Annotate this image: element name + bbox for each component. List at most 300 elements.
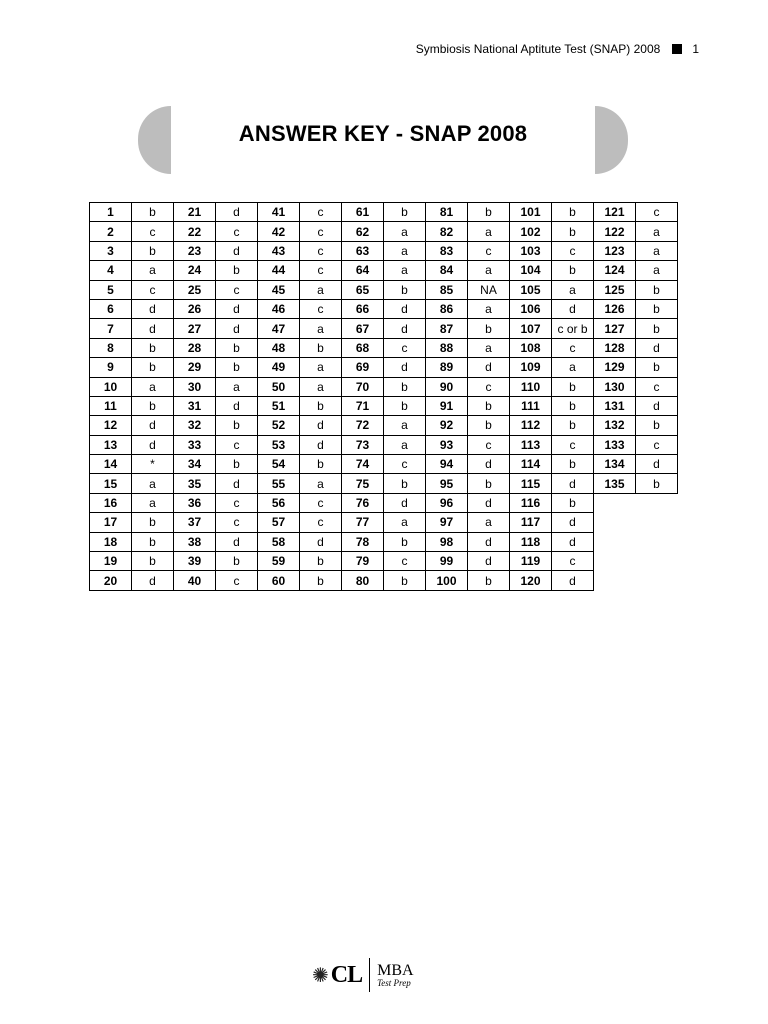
question-number: 4 [90, 261, 132, 280]
question-number: 32 [174, 416, 216, 435]
question-number: 102 [510, 222, 552, 241]
answer-value: a [636, 261, 678, 280]
answer-value: d [216, 299, 258, 318]
table-row [90, 299, 678, 318]
question-number: 71 [342, 396, 384, 415]
question-number: 66 [342, 299, 384, 318]
question-number: 55 [258, 474, 300, 493]
answer-value: b [552, 222, 594, 241]
answer-value: b [132, 552, 174, 571]
table-row [90, 493, 678, 512]
answer-value: b [384, 571, 426, 590]
question-number: 86 [426, 299, 468, 318]
answer-value: d [216, 203, 258, 222]
logo-sub-text: Test Prep [377, 977, 411, 988]
question-number: 59 [258, 552, 300, 571]
answer-value: c [300, 513, 342, 532]
table-row [90, 241, 678, 260]
question-number: 111 [510, 396, 552, 415]
question-number: 58 [258, 532, 300, 551]
question-number: 83 [426, 241, 468, 260]
answer-value: c [132, 222, 174, 241]
question-number: 78 [342, 532, 384, 551]
answer-value: c [552, 435, 594, 454]
answer-value: c [384, 455, 426, 474]
answer-value: c [384, 552, 426, 571]
question-number: 9 [90, 358, 132, 377]
question-number: 10 [90, 377, 132, 396]
answer-value: c [468, 435, 510, 454]
answer-value: d [468, 552, 510, 571]
logo-mba [377, 963, 413, 988]
answer-value: b [216, 261, 258, 280]
answer-value: a [384, 261, 426, 280]
empty-cell [594, 513, 636, 532]
question-number: 38 [174, 532, 216, 551]
answer-value: c [468, 241, 510, 260]
table-row [90, 280, 678, 299]
question-number: 15 [90, 474, 132, 493]
answer-value: d [132, 416, 174, 435]
answer-value: d [552, 571, 594, 590]
question-number: 35 [174, 474, 216, 493]
question-number: 28 [174, 338, 216, 357]
question-number: 5 [90, 280, 132, 299]
answer-value: b [468, 319, 510, 338]
question-number: 23 [174, 241, 216, 260]
question-number: 124 [594, 261, 636, 280]
answer-value: d [300, 435, 342, 454]
answer-value: c [552, 552, 594, 571]
question-number: 127 [594, 319, 636, 338]
answer-value: b [552, 203, 594, 222]
answer-value: b [300, 396, 342, 415]
question-number: 69 [342, 358, 384, 377]
answer-value: d [132, 319, 174, 338]
empty-cell [594, 571, 636, 590]
answer-value: b [132, 358, 174, 377]
question-number: 97 [426, 513, 468, 532]
logo-text: CL [330, 961, 363, 988]
answer-value: d [552, 299, 594, 318]
question-number: 67 [342, 319, 384, 338]
question-number: 34 [174, 455, 216, 474]
answer-value: b [552, 261, 594, 280]
answer-value: a [384, 435, 426, 454]
answer-value: d [132, 571, 174, 590]
question-number: 115 [510, 474, 552, 493]
answer-value: d [552, 532, 594, 551]
question-number: 73 [342, 435, 384, 454]
answer-value: c [300, 493, 342, 512]
question-number: 51 [258, 396, 300, 415]
question-number: 94 [426, 455, 468, 474]
question-number: 80 [342, 571, 384, 590]
question-number: 45 [258, 280, 300, 299]
question-number: 134 [594, 455, 636, 474]
question-number: 14 [90, 455, 132, 474]
answer-value: a [384, 222, 426, 241]
answer-value: b [636, 280, 678, 299]
question-number: 89 [426, 358, 468, 377]
answer-value: b [216, 338, 258, 357]
logo-divider [369, 958, 370, 992]
question-number: 44 [258, 261, 300, 280]
table-row [90, 203, 678, 222]
question-number: 57 [258, 513, 300, 532]
question-number: 107 [510, 319, 552, 338]
answer-value: a [300, 358, 342, 377]
question-number: 29 [174, 358, 216, 377]
answer-value: b [384, 396, 426, 415]
question-number: 113 [510, 435, 552, 454]
question-number: 122 [594, 222, 636, 241]
answer-value: b [468, 474, 510, 493]
question-number: 56 [258, 493, 300, 512]
answer-value: b [132, 513, 174, 532]
question-number: 25 [174, 280, 216, 299]
question-number: 62 [342, 222, 384, 241]
answer-value: a [552, 358, 594, 377]
question-number: 76 [342, 493, 384, 512]
answer-value: d [384, 319, 426, 338]
question-number: 109 [510, 358, 552, 377]
question-number: 47 [258, 319, 300, 338]
question-number: 131 [594, 396, 636, 415]
answer-value: b [636, 319, 678, 338]
answer-value: c [132, 280, 174, 299]
question-number: 81 [426, 203, 468, 222]
question-number: 79 [342, 552, 384, 571]
answer-value: b [468, 416, 510, 435]
question-number: 3 [90, 241, 132, 260]
answer-value: d [636, 396, 678, 415]
logo-mba-text: MBA [377, 961, 414, 979]
table-row [90, 513, 678, 532]
answer-value: a [300, 280, 342, 299]
answer-value: a [636, 222, 678, 241]
question-number: 60 [258, 571, 300, 590]
question-number: 7 [90, 319, 132, 338]
question-number: 19 [90, 552, 132, 571]
question-number: 46 [258, 299, 300, 318]
answer-value: d [636, 338, 678, 357]
answer-value: d [468, 455, 510, 474]
answer-value: d [552, 513, 594, 532]
question-number: 104 [510, 261, 552, 280]
answer-value: c [216, 435, 258, 454]
question-number: 88 [426, 338, 468, 357]
answer-value: a [384, 416, 426, 435]
footer-logo [312, 958, 414, 992]
answer-value: c [552, 338, 594, 357]
empty-cell [636, 552, 678, 571]
answer-value: d [384, 299, 426, 318]
title-band [138, 106, 628, 174]
answer-value: b [300, 571, 342, 590]
answer-value: d [216, 396, 258, 415]
table-row [90, 377, 678, 396]
answer-value: b [216, 358, 258, 377]
answer-value: a [132, 377, 174, 396]
empty-cell [636, 513, 678, 532]
page-number: 1 [692, 42, 699, 56]
answer-value: d [132, 299, 174, 318]
question-number: 130 [594, 377, 636, 396]
question-number: 63 [342, 241, 384, 260]
question-number: 31 [174, 396, 216, 415]
answer-value: c [552, 241, 594, 260]
table-row [90, 261, 678, 280]
answer-value: b [132, 396, 174, 415]
table-row [90, 571, 678, 590]
answer-value: a [132, 493, 174, 512]
answer-value: c [216, 571, 258, 590]
table-row [90, 319, 678, 338]
answer-value: c or b [552, 319, 594, 338]
answer-value: c [300, 241, 342, 260]
answer-value: b [468, 396, 510, 415]
answer-value: b [216, 455, 258, 474]
answer-value: d [216, 241, 258, 260]
question-number: 133 [594, 435, 636, 454]
answer-value: c [300, 299, 342, 318]
answer-value: d [132, 435, 174, 454]
question-number: 85 [426, 280, 468, 299]
answer-value: a [552, 280, 594, 299]
question-number: 125 [594, 280, 636, 299]
answer-value: b [468, 571, 510, 590]
answer-value: b [552, 455, 594, 474]
question-number: 64 [342, 261, 384, 280]
table-row [90, 435, 678, 454]
question-number: 20 [90, 571, 132, 590]
header-text: Symbiosis National Aptitute Test (SNAP) 2008 [415, 42, 661, 56]
answer-value: b [636, 474, 678, 493]
answer-value: b [300, 455, 342, 474]
question-number: 116 [510, 493, 552, 512]
answer-value: * [132, 455, 174, 474]
question-number: 95 [426, 474, 468, 493]
square-icon [672, 44, 682, 54]
question-number: 123 [594, 241, 636, 260]
answer-value: c [216, 513, 258, 532]
question-number: 105 [510, 280, 552, 299]
question-number: 18 [90, 532, 132, 551]
question-number: 37 [174, 513, 216, 532]
question-number: 110 [510, 377, 552, 396]
question-number: 43 [258, 241, 300, 260]
page-header [416, 42, 699, 56]
table-row [90, 358, 678, 377]
question-number: 74 [342, 455, 384, 474]
question-number: 40 [174, 571, 216, 590]
empty-cell [636, 493, 678, 512]
question-number: 120 [510, 571, 552, 590]
question-number: 92 [426, 416, 468, 435]
answer-value: b [384, 280, 426, 299]
question-number: 42 [258, 222, 300, 241]
empty-cell [594, 532, 636, 551]
answer-value: c [300, 222, 342, 241]
answer-value: d [216, 532, 258, 551]
answer-value: c [300, 261, 342, 280]
table-row [90, 222, 678, 241]
answer-value: b [132, 203, 174, 222]
answer-value: c [300, 203, 342, 222]
answer-value: b [552, 396, 594, 415]
answer-value: b [132, 532, 174, 551]
table-row [90, 532, 678, 551]
question-number: 91 [426, 396, 468, 415]
answer-key-body [90, 203, 678, 591]
answer-value: b [552, 416, 594, 435]
answer-value: b [468, 203, 510, 222]
question-number: 52 [258, 416, 300, 435]
question-number: 84 [426, 261, 468, 280]
answer-value: a [468, 299, 510, 318]
answer-value: a [384, 241, 426, 260]
table-row [90, 455, 678, 474]
answer-value: c [216, 493, 258, 512]
answer-value: a [300, 319, 342, 338]
answer-value: c [468, 377, 510, 396]
question-number: 50 [258, 377, 300, 396]
answer-value: b [384, 203, 426, 222]
answer-value: b [300, 552, 342, 571]
answer-value: b [384, 532, 426, 551]
answer-value: d [216, 319, 258, 338]
question-number: 129 [594, 358, 636, 377]
question-number: 118 [510, 532, 552, 551]
question-number: 132 [594, 416, 636, 435]
question-number: 126 [594, 299, 636, 318]
answer-value: c [636, 435, 678, 454]
answer-value: d [384, 493, 426, 512]
question-number: 12 [90, 416, 132, 435]
question-number: 117 [510, 513, 552, 532]
answer-value: a [468, 513, 510, 532]
question-number: 72 [342, 416, 384, 435]
answer-key-table [89, 202, 678, 591]
answer-value: b [132, 241, 174, 260]
answer-value: d [468, 358, 510, 377]
answer-value: a [300, 377, 342, 396]
question-number: 53 [258, 435, 300, 454]
answer-value: c [216, 280, 258, 299]
answer-value: d [552, 474, 594, 493]
question-number: 8 [90, 338, 132, 357]
answer-value: b [552, 493, 594, 512]
answer-value: b [636, 358, 678, 377]
question-number: 90 [426, 377, 468, 396]
question-number: 11 [90, 396, 132, 415]
answer-value: b [384, 474, 426, 493]
question-number: 1 [90, 203, 132, 222]
answer-value: c [636, 377, 678, 396]
question-number: 93 [426, 435, 468, 454]
question-number: 41 [258, 203, 300, 222]
question-number: 17 [90, 513, 132, 532]
answer-value: b [384, 377, 426, 396]
answer-value: a [384, 513, 426, 532]
question-number: 54 [258, 455, 300, 474]
question-number: 106 [510, 299, 552, 318]
answer-value: a [636, 241, 678, 260]
answer-value: c [384, 338, 426, 357]
question-number: 30 [174, 377, 216, 396]
question-number: 13 [90, 435, 132, 454]
answer-value: c [216, 222, 258, 241]
question-number: 100 [426, 571, 468, 590]
question-number: 39 [174, 552, 216, 571]
question-number: 98 [426, 532, 468, 551]
empty-cell [636, 532, 678, 551]
question-number: 112 [510, 416, 552, 435]
empty-cell [594, 552, 636, 571]
question-number: 48 [258, 338, 300, 357]
question-number: 101 [510, 203, 552, 222]
question-number: 108 [510, 338, 552, 357]
table-row [90, 416, 678, 435]
question-number: 87 [426, 319, 468, 338]
question-number: 119 [510, 552, 552, 571]
answer-value: b [300, 338, 342, 357]
question-number: 6 [90, 299, 132, 318]
question-number: 128 [594, 338, 636, 357]
question-number: 27 [174, 319, 216, 338]
question-number: 33 [174, 435, 216, 454]
answer-value: b [552, 377, 594, 396]
answer-value: d [216, 474, 258, 493]
answer-value: NA [468, 280, 510, 299]
question-number: 68 [342, 338, 384, 357]
answer-value: a [300, 474, 342, 493]
table-row [90, 338, 678, 357]
answer-value: a [132, 474, 174, 493]
answer-value: d [636, 455, 678, 474]
answer-value: b [636, 416, 678, 435]
answer-value: a [468, 222, 510, 241]
question-number: 77 [342, 513, 384, 532]
empty-cell [594, 493, 636, 512]
answer-value: b [216, 416, 258, 435]
answer-value: a [468, 338, 510, 357]
answer-value: a [216, 377, 258, 396]
answer-value: b [132, 338, 174, 357]
answer-value: d [300, 532, 342, 551]
question-number: 2 [90, 222, 132, 241]
answer-value: d [384, 358, 426, 377]
answer-value: b [636, 299, 678, 318]
question-number: 61 [342, 203, 384, 222]
answer-value: d [468, 493, 510, 512]
answer-value: c [636, 203, 678, 222]
question-number: 121 [594, 203, 636, 222]
question-number: 22 [174, 222, 216, 241]
swirl-icon: ✺ [312, 964, 329, 987]
table-row [90, 552, 678, 571]
answer-value: a [468, 261, 510, 280]
question-number: 75 [342, 474, 384, 493]
question-number: 99 [426, 552, 468, 571]
question-number: 114 [510, 455, 552, 474]
question-number: 36 [174, 493, 216, 512]
question-number: 26 [174, 299, 216, 318]
question-number: 82 [426, 222, 468, 241]
answer-value: d [468, 532, 510, 551]
question-number: 49 [258, 358, 300, 377]
